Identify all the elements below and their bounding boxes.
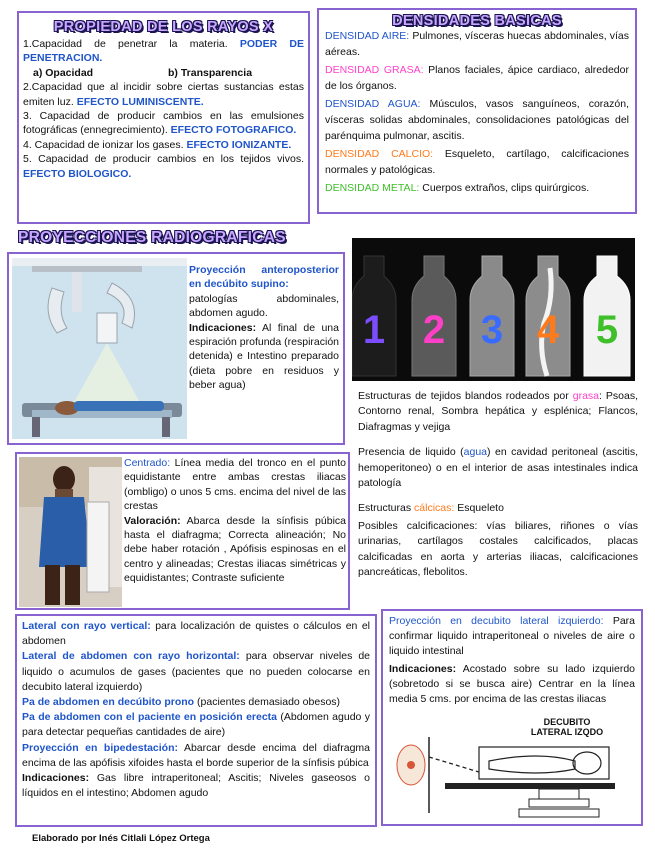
xray-number-4: 4	[536, 308, 560, 352]
densidades-panel	[317, 8, 637, 214]
patient-standing-photo	[19, 457, 122, 607]
lateral-item-1: Lateral con rayo vertical: para localización de quistes o cálculos en el abdomen	[22, 620, 370, 648]
decubito-panel	[381, 609, 643, 826]
lateral-indicaciones: Indicaciones: Gas libre intraperitoneal; Ascitis; Niveles gaseosos o líquidos en el intestino; Abdomen agudo	[22, 772, 370, 800]
decubito-title: Proyección en decubito lateral izquierdo: Para confirmar liquido intraperitoneal o niveles de aire o liquido intestinal	[389, 615, 635, 657]
densidad-agua: DENSIDAD AGUA: Músculos, vasos sanguíneos, corazón, vísceras solidas abdominales, consolidaciones patológicas del parénquima pulmonar, ascitis.	[325, 98, 629, 142]
lateral-panel	[15, 614, 377, 827]
propiedad-item-2: 2.Capacidad que al incidir sobre ciertas sustancias estas emiten luz. EFECTO LUMINISCENTE.	[23, 81, 304, 108]
estructuras-liquido: Presencia de liquido (agua) en cavidad peritoneal (ascitis, hemoperitoneo) o en el interior de asas intestinales indica patología	[358, 446, 638, 490]
estructuras-grasa: Estructuras de tejidos blandos rodeados por grasa: Psoas, Contorno renal, Sombra hepática y esplénica; Flancos, Diafragmas y vejiga	[358, 390, 638, 433]
densidades-list	[319, 29, 635, 197]
lateral-text	[17, 616, 375, 804]
propiedad-item-3: 3. Capacidad de producir cambios en las emulsiones fotográficas (ennegrecimiento). EFECTO FOTOGRAFICO.	[23, 110, 304, 137]
densidades-title: DENSIDADES BASICAS	[392, 13, 562, 29]
propiedad-item-4: 4. Capacidad de ionizar los gases. EFECTO IONIZANTE.	[23, 138, 292, 151]
propiedad-item-1: 1.Capacidad de penetrar la materia. PODER DE PENETRACION.	[23, 38, 304, 65]
densidad-grasa: DENSIDAD GRASA: Planos faciales, ápice cardiaco, alrededor de los órganos.	[325, 64, 629, 92]
ap-body: patologías abdominales, abdomen agudo.	[189, 292, 339, 320]
xray-number-5: 5	[595, 308, 619, 352]
footer-credit: Elaborado por Inés Citlali López Ortega	[32, 833, 210, 844]
proyecciones-title: PROYECCIONES RADIOGRAFICAS	[18, 229, 286, 246]
lateral-item-2: Lateral de abdomen con rayo horizontal: para observar niveles de liquido o acumulos de gases (pacientes que no pueden colocarse en decubito lateral izquierdo)	[22, 650, 371, 693]
densidad-metal: DENSIDAD METAL: Cuerpos extraños, clips quirúrgicos.	[325, 182, 590, 195]
decubito-text	[383, 611, 641, 710]
ap-text	[189, 263, 339, 393]
estructuras-posibles: Posibles calcificaciones: vías biliares, riñones o vías urinarias, cartílagos costales calcificados, placas calcificadas en aorta y arterias iliacas, calcificaciones pancreáticas, flebolitos.	[358, 519, 638, 579]
lateral-item-4: Pa de abdomen con el paciente en posición erecta (Abdomen agudo y para detectar pequeñas cantidades de aire)	[22, 711, 370, 739]
densidad-calcio: DENSIDAD CALCIO: Esqueleto, cartílago, calcificaciones normales y patológicas.	[325, 148, 630, 176]
centrado-valoracion: Valoración: Abarca desde la sínfisis púbica hasta el diafragma; Correcta alineación; No debe haber rotación , Apófisis espinosas en el centro y alineadas; Crestas iliacas simétricas y equidistantes; Contraste suficiente	[124, 514, 346, 585]
decubito-indicaciones: Indicaciones: Acostado sobre su lado izquierdo (sobretodo si se busca aire) Centrar en la línea media 5 cms. por encima de las crestas iliacas	[389, 663, 636, 705]
centrado-text	[124, 456, 346, 586]
propiedad-options: a) Opacidad b) Transparencia	[33, 66, 253, 79]
estructuras-text	[358, 389, 638, 580]
decubito-diagram-label: DECUBITO LATERAL IZQDO	[530, 717, 604, 737]
propiedad-panel	[17, 11, 310, 224]
ap-title: Proyección anteroposterior en decúbito supino:	[189, 264, 339, 291]
propiedad-list	[19, 37, 308, 181]
xray-number-1: 1	[362, 308, 386, 352]
densidad-aire: DENSIDAD AIRE: Pulmones, vísceras huecas abdominales, vías aéreas.	[325, 30, 629, 58]
propiedad-title: PROPIEDAD DE LOS RAYOS X	[53, 19, 274, 35]
xray-number-2: 2	[422, 308, 446, 352]
xray-bottles-image	[352, 238, 635, 381]
centrado-panel	[15, 452, 350, 610]
lateral-item-5: Proyección en bipedestación: Abarcar desde encima del diafragma encima de las apófisis xifoides hasta el borde superior de la sínfisis púbica	[22, 741, 370, 769]
centrado-centrado: Centrado: Línea media del tronco en el punto equidistante entre ambas crestas iliacas (ombligo) o unos 5 cms. encima del nivel de las crestas	[124, 457, 346, 513]
estructuras-calcicas: Estructuras cálcicas: Esqueleto	[358, 502, 504, 515]
lateral-item-3: Pa de abdomen en decúbito prono (pacientes demasiado obesos)	[22, 696, 341, 709]
ap-indicaciones: Indicaciones: Al final de una espiración profunda (respiración detenida) e Intestino preparado (dieta pobre en residuos y beber agua)	[189, 321, 339, 392]
xray-machine-photo	[12, 258, 187, 439]
decubito-diagram	[389, 717, 637, 823]
xray-number-3: 3	[480, 308, 504, 352]
propiedad-item-5: 5. Capacidad de producir cambios en los tejidos vivos. EFECTO BIOLOGICO.	[23, 153, 304, 180]
bottles-svg	[352, 238, 635, 381]
ap-panel	[7, 252, 345, 445]
